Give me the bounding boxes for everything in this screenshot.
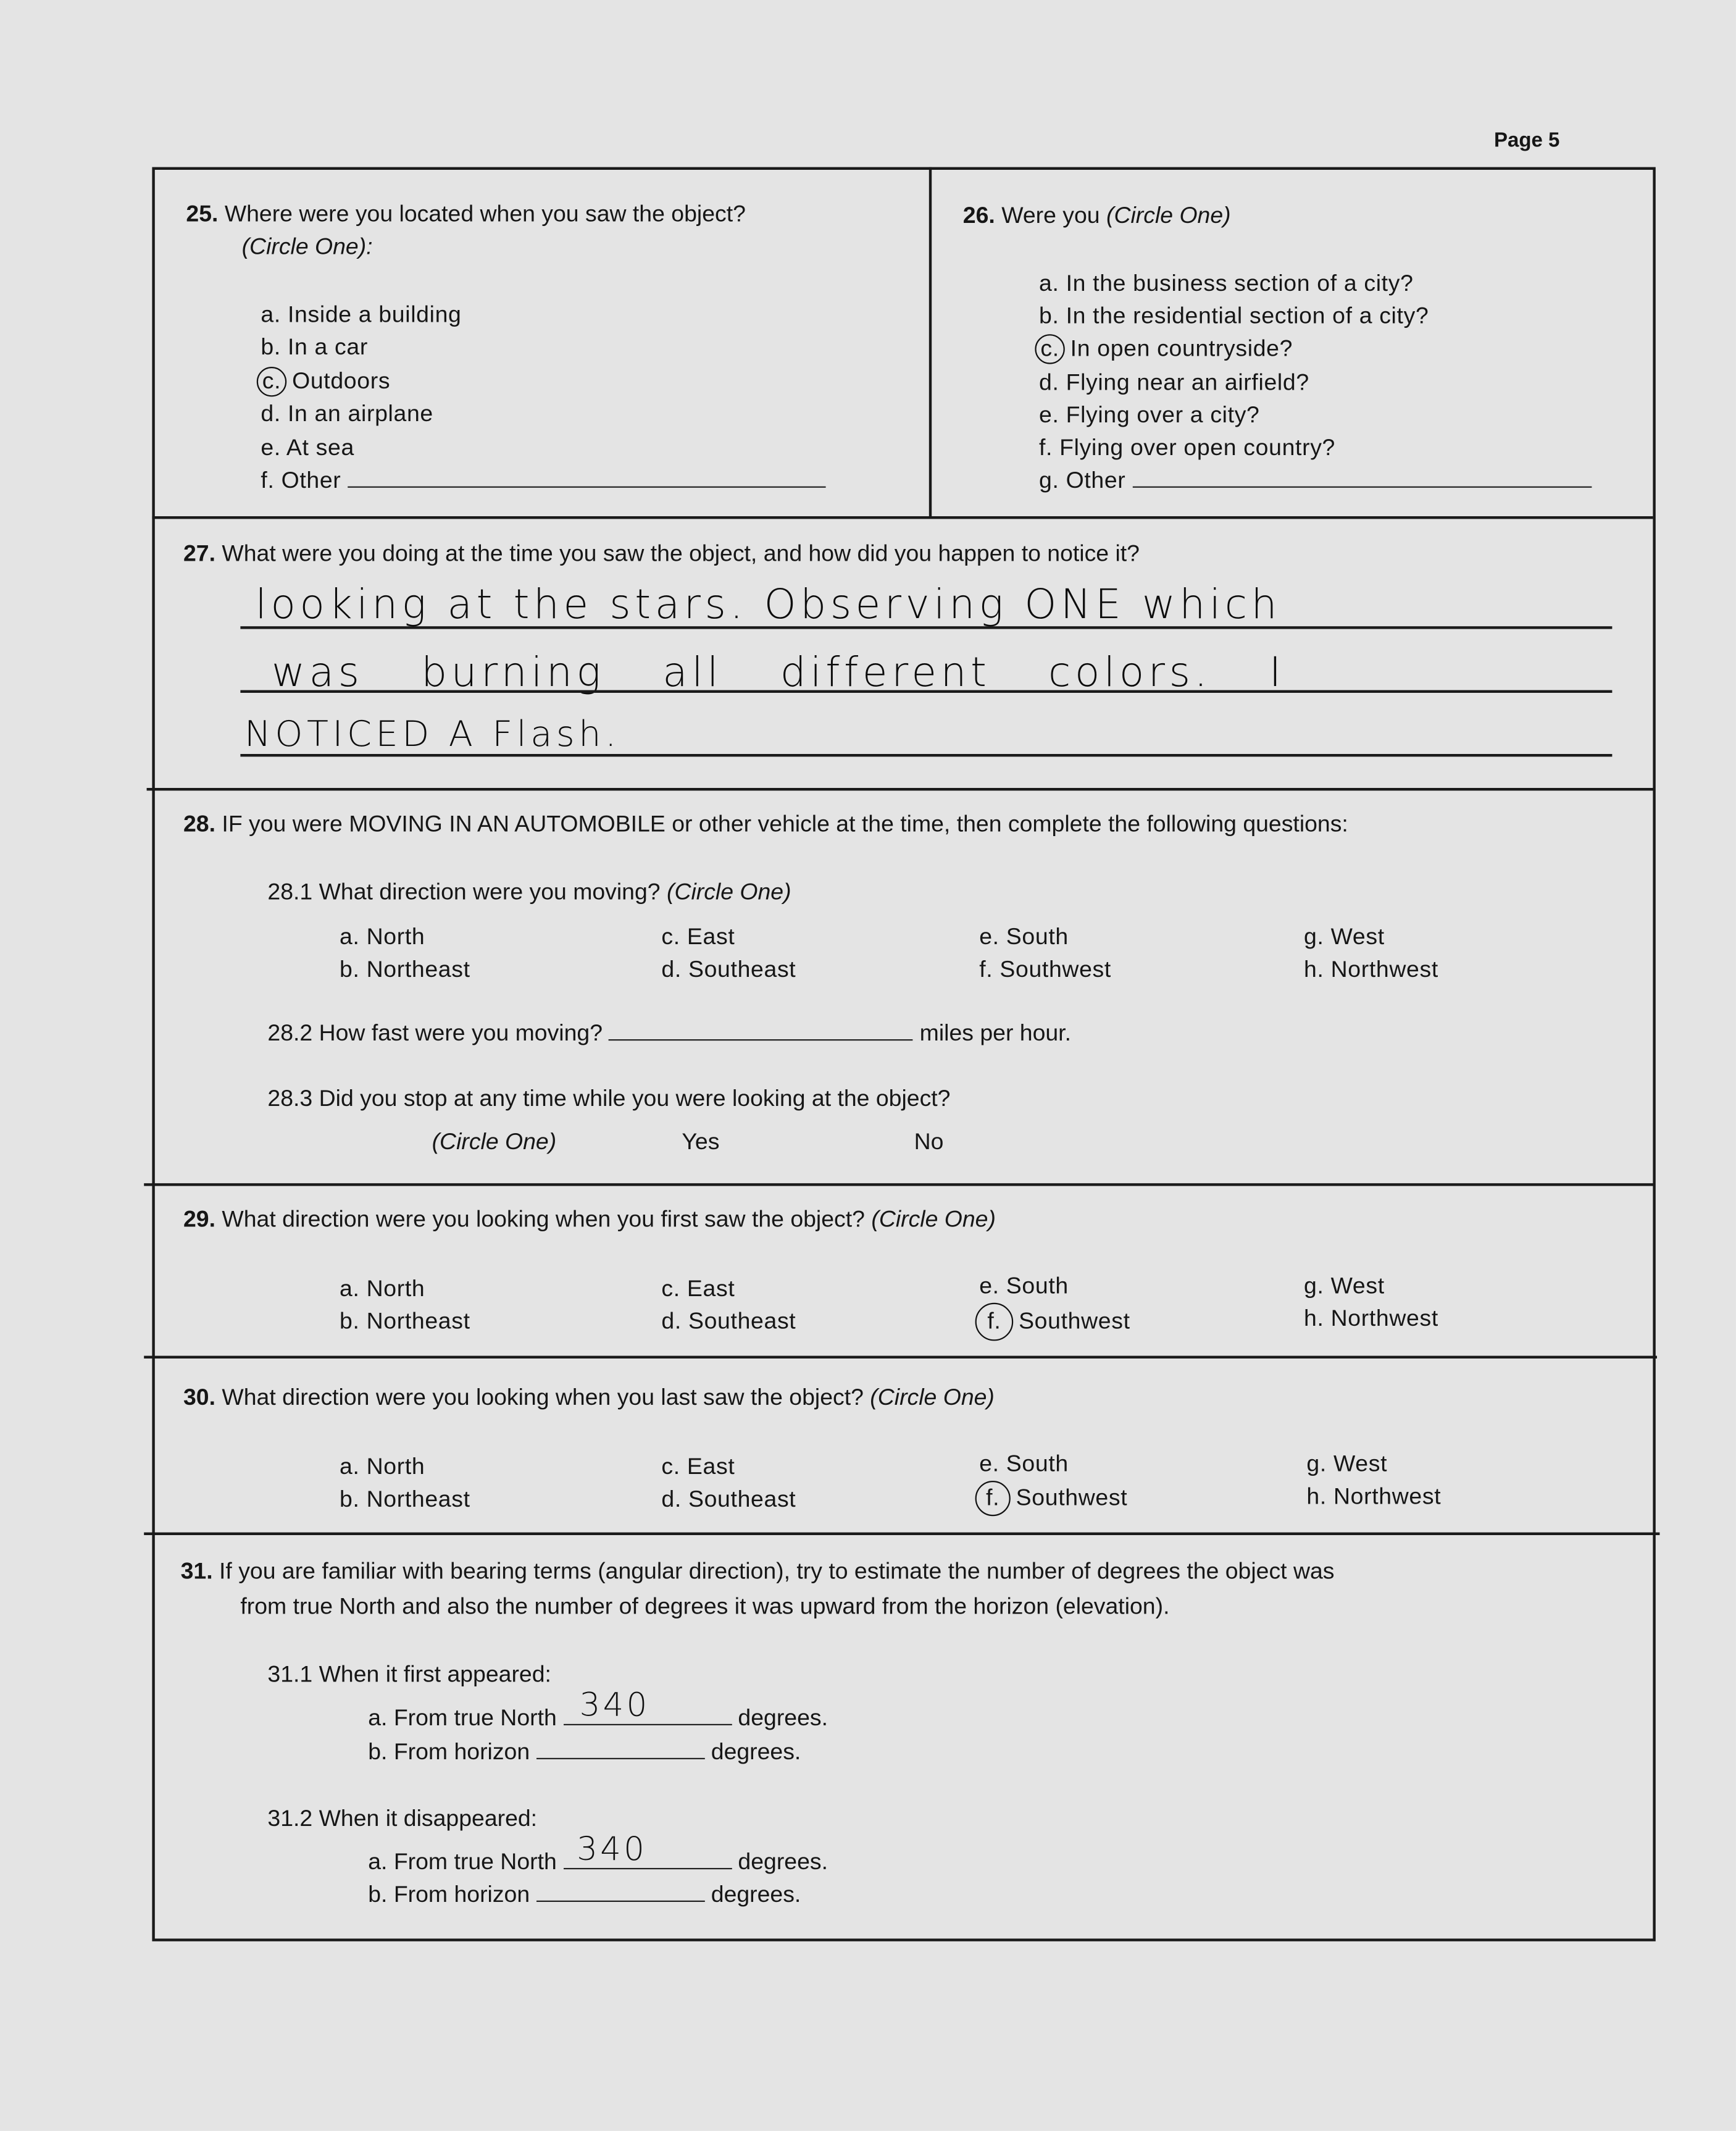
- option-southeast[interactable]: d. Southeast: [661, 956, 796, 982]
- option-g[interactable]: g. Other: [1039, 465, 1592, 498]
- circled-mark: c.: [1035, 335, 1064, 364]
- degrees-field[interactable]: [536, 1739, 705, 1759]
- degrees-field[interactable]: [536, 1882, 705, 1902]
- instruction: (Circle One): [432, 1129, 557, 1155]
- option-northwest[interactable]: h. Northwest: [1306, 1483, 1442, 1510]
- option-f[interactable]: f. Flying over open country?: [1039, 435, 1336, 461]
- option-west[interactable]: g. West: [1306, 1451, 1388, 1477]
- sub-question-text: How fast were you moving?: [319, 1020, 603, 1046]
- option-no[interactable]: No: [914, 1129, 944, 1155]
- option-f[interactable]: f. Other: [261, 464, 826, 498]
- option-north[interactable]: a. North: [340, 1275, 425, 1302]
- handwritten-answer-line-2[interactable]: was burning all different colors. I: [272, 649, 1285, 697]
- question-number: 26.: [962, 202, 995, 228]
- sub-question-text: Did you stop at any time while you were looking at the object?: [319, 1085, 951, 1112]
- option-northeast[interactable]: b. Northeast: [340, 1308, 470, 1334]
- handwritten-answer-line-1[interactable]: looking at the stars. Observing ONE which: [255, 581, 1282, 629]
- divider: [929, 167, 932, 516]
- option-northeast[interactable]: b. Northeast: [340, 956, 470, 982]
- option-d[interactable]: d. Flying near an airfield?: [1039, 369, 1309, 395]
- option-d[interactable]: d. In an airplane: [261, 401, 433, 427]
- circled-mark: f.: [975, 1303, 1014, 1341]
- option-e[interactable]: e. At sea: [261, 434, 354, 460]
- question-number: 28.: [183, 811, 216, 837]
- option-b[interactable]: b. In the residential section of a city?: [1039, 303, 1429, 329]
- sub-question-text: What direction were you moving?: [319, 879, 661, 905]
- direction-col-1: [340, 921, 470, 987]
- circled-mark: f.: [975, 1481, 1011, 1516]
- divider: [144, 1533, 1659, 1535]
- option-c-circled[interactable]: c. In open countryside?: [1039, 333, 1592, 366]
- option-east[interactable]: c. East: [661, 924, 735, 950]
- form-page: Page 5 25. Where were you located when you saw the object? (Circle One): a. Inside a building b. In a car c. Outdoors d. In an airplane e. At sea f. Other 26. Were you (Circle One) a. In the business section of a city? b. In the residential section of a city? c. In open countryside? d. Flying near an airfield? e. Flying over a city? f. Flying over open country? g. Other 27. What were you doing at the time you saw the object, and how did you happen to notice it? looking at the stars. Observing ONE which was burning all different colors. I NOTICED A Flash. 28. IF you were MOVING IN AN AUTOMOBILE or other vehicle at the time, then complete the following questions: 28.1 What direction were you moving? (Circle One) a. North b. Northeast c. East d. Southeast e. South f. Southwest g. West h. Northwest 28.2 How fast were you moving? miles per hour. 28.3 Did you stop at any time while you were looking at the object? (Circle One) Yes No 29. What direction were you looking when you first saw the object? (Circle One) a. North b. Northeast c. East d. Southeast e. South f. Southwest g. West h. Northwest 30. What direction were you looking when you last saw the object? (Circle One) a. North b. Northeast c. East d. Southeast e. South f. Southwest g. West h. Northwest 31. If you are familiar with bearing terms (angular direction), try to estimate the number of degrees the object was from true North and also the number of degrees it was upward from the horizon (elevation). 31.1 When it first appeared: a. From true North 340 degrees. b. From horizon degrees. 31.2 When it disappeared: a. From true North 340 degrees. b. From horizon degrees.: [0, 0, 1736, 2130]
- handwritten-value: 340: [579, 1686, 650, 1724]
- option-west[interactable]: g. West: [1304, 1273, 1385, 1299]
- option-south[interactable]: e. South: [979, 924, 1069, 950]
- answer-rule: [240, 626, 1612, 629]
- question-number: 27.: [183, 540, 216, 567]
- question-number: 30.: [183, 1384, 216, 1410]
- option-southwest-circled[interactable]: f. Southwest: [979, 1481, 1127, 1516]
- other-blank[interactable]: [348, 467, 826, 488]
- other-blank[interactable]: [1133, 467, 1592, 488]
- speed-field[interactable]: [609, 1020, 913, 1040]
- question-text: What direction were you looking when you last saw the object?: [222, 1384, 864, 1410]
- question-text: What direction were you looking when you first saw the object?: [222, 1206, 865, 1233]
- option-northwest[interactable]: h. Northwest: [1304, 1305, 1438, 1331]
- option-southeast[interactable]: d. Southeast: [661, 1486, 796, 1512]
- option-a[interactable]: a. Inside a building: [261, 301, 462, 328]
- instruction: (Circle One): [1106, 202, 1231, 228]
- first-horizon-row: b. From horizon degrees.: [368, 1739, 801, 1765]
- option-west[interactable]: g. West: [1304, 924, 1385, 950]
- question-text: What were you doing at the time you saw the object, and how did you happen to notice it?: [222, 540, 1140, 567]
- question-number: 29.: [183, 1206, 216, 1233]
- option-yes[interactable]: Yes: [682, 1129, 720, 1155]
- first-true-north-row: a. From true North 340 degrees.: [368, 1686, 828, 1731]
- circled-mark: c.: [257, 367, 286, 396]
- question-number: 25.: [186, 201, 219, 227]
- option-southeast[interactable]: d. Southeast: [661, 1308, 796, 1334]
- handwritten-value: 340: [577, 1830, 648, 1868]
- option-a[interactable]: a. In the business section of a city?: [1039, 270, 1414, 296]
- degrees-field[interactable]: [563, 1830, 732, 1869]
- option-north[interactable]: a. North: [340, 924, 425, 950]
- option-southwest[interactable]: f. Southwest: [979, 956, 1111, 982]
- option-e[interactable]: e. Flying over a city?: [1039, 401, 1260, 428]
- option-c-circled[interactable]: c. Outdoors: [261, 365, 826, 398]
- divider: [144, 1356, 1657, 1359]
- option-northwest[interactable]: h. Northwest: [1304, 956, 1438, 982]
- degrees-field[interactable]: [563, 1686, 732, 1725]
- question-number: 31.: [180, 1558, 213, 1585]
- question-text: Where were you located when you saw the object?: [224, 201, 746, 227]
- answer-rule: [240, 690, 1612, 693]
- divider: [144, 1183, 1654, 1186]
- option-north[interactable]: a. North: [340, 1454, 425, 1480]
- sub-question-text: When it disappeared:: [319, 1805, 538, 1832]
- option-south[interactable]: e. South: [979, 1451, 1069, 1477]
- option-east[interactable]: c. East: [661, 1275, 735, 1302]
- handwritten-answer-line-3[interactable]: NOTICED A Flash.: [244, 714, 620, 756]
- option-east[interactable]: c. East: [661, 1454, 735, 1480]
- option-b[interactable]: b. In a car: [261, 335, 369, 361]
- question-text: IF you were MOVING IN AN AUTOMOBILE or other vehicle at the time, then complete the following questions:: [222, 811, 1348, 837]
- question-text: from true North and also the number of degrees it was upward from the horizon (elevation).: [240, 1593, 1170, 1620]
- option-southwest-circled[interactable]: f. Southwest: [979, 1303, 1130, 1341]
- answer-rule: [240, 754, 1612, 756]
- question-text: If you are familiar with bearing terms (angular direction), try to estimate the number of degrees the object was: [219, 1558, 1335, 1585]
- sub-question-text: When it first appeared:: [319, 1661, 551, 1688]
- last-horizon-row: b. From horizon degrees.: [368, 1882, 801, 1907]
- question-text: Were you: [1001, 202, 1100, 228]
- divider: [152, 516, 1653, 519]
- divider: [147, 788, 1655, 790]
- instruction: (Circle One):: [241, 233, 373, 260]
- option-northeast[interactable]: b. Northeast: [340, 1486, 470, 1512]
- page-number: Page 5: [1494, 129, 1560, 153]
- last-true-north-row: a. From true North 340 degrees.: [368, 1830, 828, 1875]
- option-south[interactable]: e. South: [979, 1273, 1069, 1299]
